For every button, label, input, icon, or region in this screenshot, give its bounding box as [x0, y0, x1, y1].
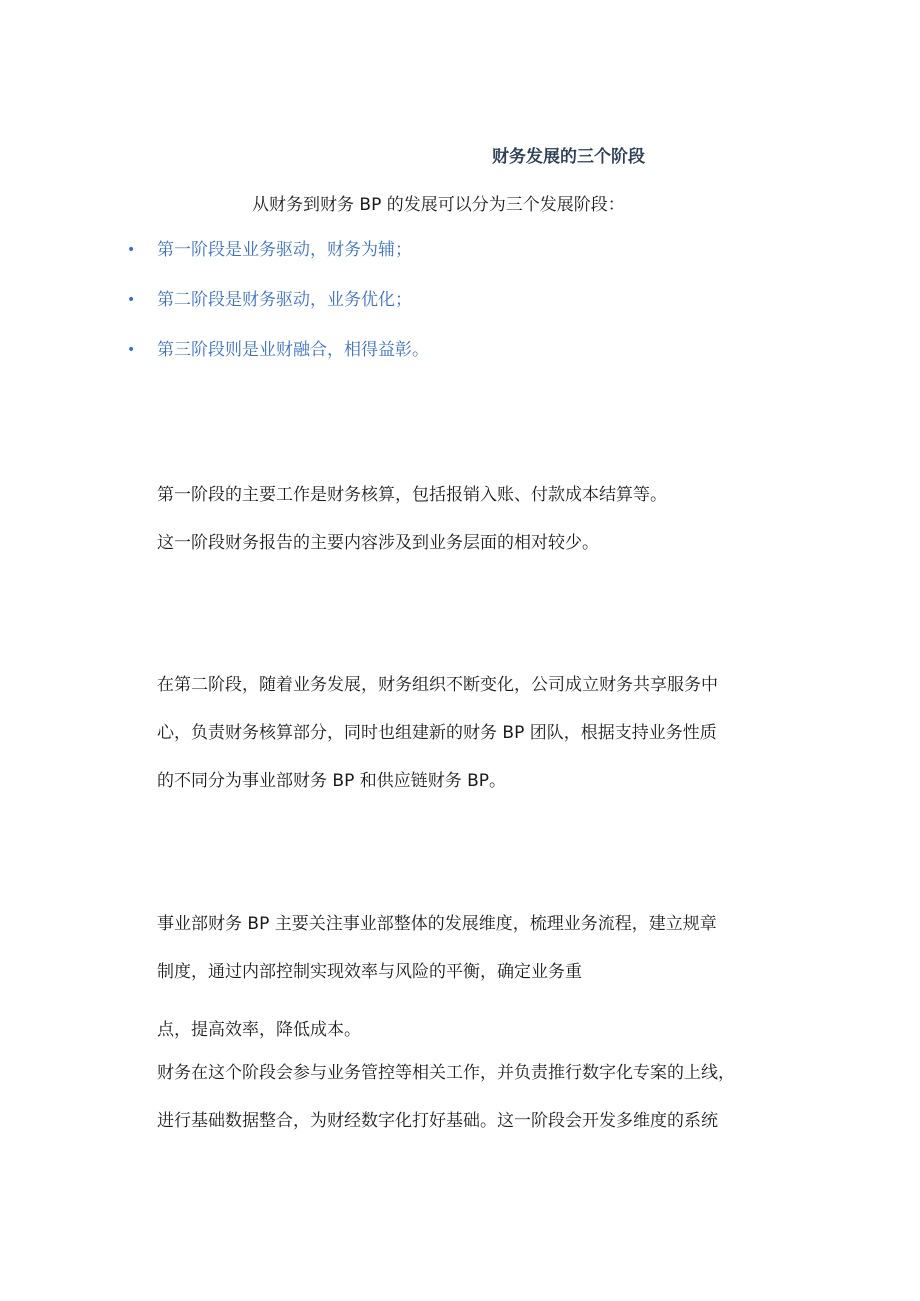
bullet-icon: •	[127, 342, 136, 358]
stage-item-text: 第一阶段是业务驱动，财务为辅；	[157, 240, 412, 260]
intro-line: 从财务到财务 BP 的发展可以分为三个发展阶段：	[252, 195, 625, 215]
stage1-line: 第一阶段的主要工作是财务核算，包括报销入账、付款成本结算等。	[157, 485, 667, 505]
stage-item-text: 第三阶段则是业财融合，相得益彰。	[157, 340, 429, 360]
bu-line: 制度，通过内部控制实现效率与风险的平衡，确定业务重	[157, 962, 582, 982]
stage2-line: 在第二阶段，随着业务发展，财务组织不断变化，公司成立财务共享服务中	[157, 675, 718, 695]
bu-line: 财务在这个阶段会参与业务管控等相关工作，并负责推行数字化专案的上线，	[157, 1063, 735, 1083]
bu-line: 事业部财务 BP 主要关注事业部整体的发展维度，梳理业务流程，建立规章	[157, 914, 717, 934]
bullet-icon: •	[127, 242, 136, 258]
bullet-icon: •	[127, 292, 136, 308]
stage2-line: 的不同分为事业部财务 BP 和供应链财务 BP。	[157, 771, 507, 791]
stage1-line: 这一阶段财务报告的主要内容涉及到业务层面的相对较少。	[157, 533, 599, 553]
stage-item-text: 第二阶段是财务驱动，业务优化；	[157, 290, 412, 310]
document-title: 财务发展的三个阶段	[492, 147, 645, 167]
bu-line: 进行基础数据整合，为财经数字化打好基础。这一阶段会开发多维度的系统	[157, 1111, 718, 1131]
bu-line: 点，提高效率，降低成本。	[157, 1020, 361, 1040]
stage2-line: 心，负责财务核算部分，同时也组建新的财务 BP 团队，根据支持业务性质	[157, 723, 717, 743]
